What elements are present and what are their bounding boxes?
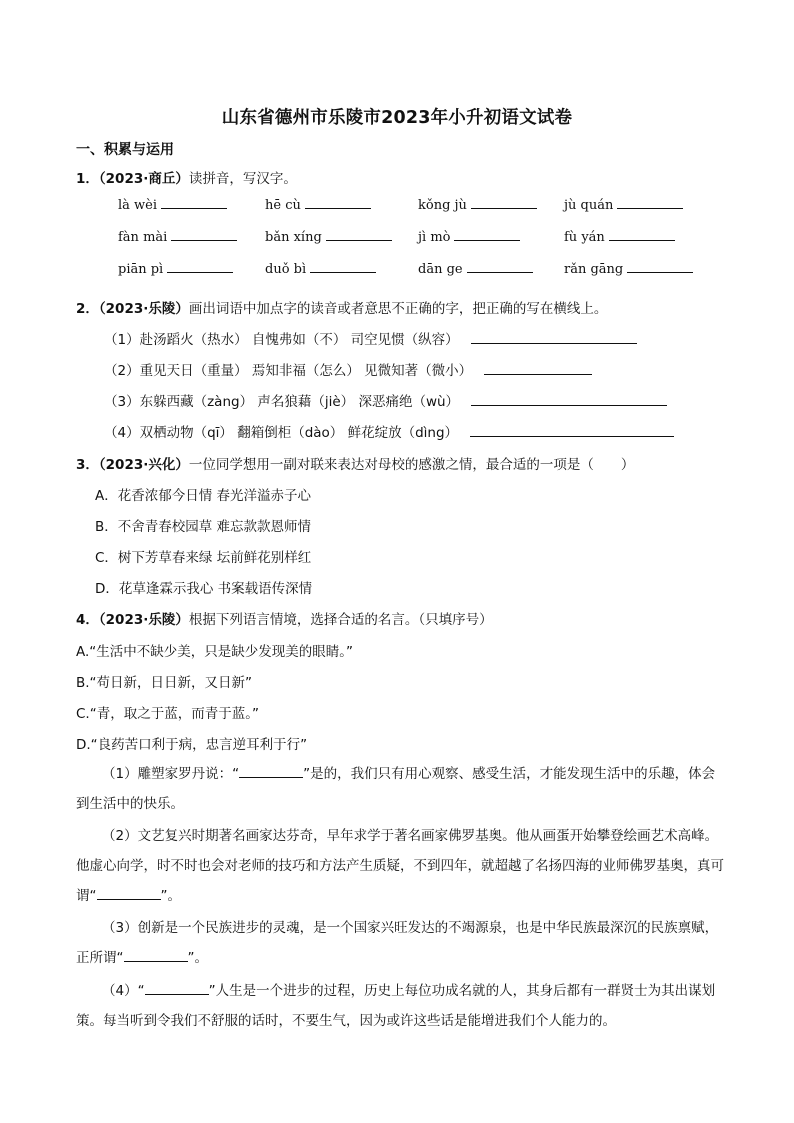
quote-option-c: C.“青，取之于蓝，而青于蓝。” xyxy=(76,706,259,722)
answer-blank[interactable] xyxy=(484,362,592,375)
question-text: 读拼音，写汉字。 xyxy=(188,171,297,187)
pinyin-grid xyxy=(118,196,718,292)
q4-part-3: （3）创新是一个民族进步的灵魂，是一个国家兴旺发达的不竭源泉，也是中华民族最深沉的民族禀赋，正所谓“ ”。 xyxy=(76,920,719,966)
answer-blank[interactable] xyxy=(627,260,693,273)
question-4 xyxy=(76,608,493,628)
pinyin-item: dān ge xyxy=(418,260,533,277)
answer-blank[interactable] xyxy=(609,228,675,241)
answer-blank[interactable] xyxy=(167,260,233,273)
option-c[interactable]: C．树下芳草春来绿 坛前鲜花别样红 xyxy=(95,550,312,566)
pinyin-item: duǒ bì xyxy=(265,260,376,277)
pinyin-row xyxy=(118,260,718,292)
q4-part-2: （2）文艺复兴时期著名画家达芬奇，早年求学于著名画家佛罗基奥。他从画蛋开始攀登绘画艺术高峰。他虚心向学，时不时也会对老师的技巧和方法产生质疑，不到四年，就超越了名扬四海的业师佛罗基奥，真可谓“ ”。 xyxy=(76,828,724,904)
answer-blank[interactable] xyxy=(161,196,227,209)
answer-blank[interactable] xyxy=(145,982,209,995)
pinyin-item: là wèi xyxy=(118,196,227,213)
option-b[interactable]: B．不舍青春校园草 难忘款款恩师情 xyxy=(95,519,312,535)
answer-blank[interactable] xyxy=(124,949,188,962)
question-2 xyxy=(76,297,607,317)
answer-blank[interactable] xyxy=(471,196,537,209)
pinyin-item: hē cù xyxy=(265,196,371,213)
q4-part-4: （4）“ ”人生是一个进步的过程，历史上每位功成名就的人，其身后都有一群贤士为其出谋划策。每当听到令我们不舒服的话时，不要生气，因为或许这些话是能增进我们个人能力的。 xyxy=(76,983,716,1029)
answer-blank[interactable] xyxy=(305,196,371,209)
question-1 xyxy=(76,167,297,187)
pinyin-row xyxy=(118,228,718,260)
pinyin-item: rǎn gāng xyxy=(564,260,693,277)
answer-blank[interactable] xyxy=(97,887,161,900)
question-source: （2023·商丘） xyxy=(98,171,189,187)
question-text: 一位同学想用一副对联来表达对母校的感激之情，最合适的一项是（ ） xyxy=(188,457,635,473)
question-number: 3． xyxy=(76,457,99,473)
answer-blank[interactable] xyxy=(171,228,237,241)
pinyin-item: bǎn xíng xyxy=(265,228,392,245)
pinyin-item: piān pì xyxy=(118,260,233,277)
section-heading: 一、积累与运用 xyxy=(76,142,174,158)
answer-blank[interactable] xyxy=(471,393,667,406)
question-number: 1． xyxy=(76,171,99,187)
answer-blank[interactable] xyxy=(454,228,520,241)
option-a[interactable]: A．花香浓郁今日情 春光洋溢赤子心 xyxy=(95,488,312,504)
q4-part-1: （1）雕塑家罗丹说：“ ”是的，我们只有用心观察、感受生活，才能发现生活中的乐趣，体会到生活中的快乐。 xyxy=(76,766,716,812)
pinyin-item: jù quán xyxy=(564,196,683,213)
answer-blank[interactable] xyxy=(326,228,392,241)
pinyin-item: fù yán xyxy=(564,228,675,245)
q2-item: （1）赴汤蹈火（热水） 自愧弗如（不） 司空见惯（纵容） xyxy=(104,328,637,348)
question-text: 画出词语中加点字的读音或者意思不正确的字，把正确的写在横线上。 xyxy=(188,301,608,317)
quote-option-d: D.“良药苦口利于病，忠言逆耳利于行” xyxy=(76,737,308,753)
question-number: 2． xyxy=(76,301,99,317)
pinyin-item: jì mò xyxy=(418,228,520,245)
pinyin-item: fàn mài xyxy=(118,228,237,245)
answer-blank[interactable] xyxy=(239,765,303,778)
quote-option-b: B.“苟日新，日日新，又日新” xyxy=(76,675,253,691)
q2-item: （2）重见天日（重量） 焉知非福（怎么） 见微知著（微小） xyxy=(104,359,592,379)
answer-blank[interactable] xyxy=(617,196,683,209)
q2-item: （4）双栖动物（qī） 翻箱倒柜（dào） 鲜花绽放（dìng） xyxy=(104,421,674,441)
q2-item: （3）东躲西藏（zàng） 声名狼藉（jiè） 深恶痛绝（wù） xyxy=(104,390,667,410)
quote-option-a: A.“生活中不缺少美，只是缺少发现美的眼睛。” xyxy=(76,644,354,660)
question-3 xyxy=(76,453,634,473)
question-source: （2023·乐陵） xyxy=(98,301,189,317)
question-text: 根据下列语言情境，选择合适的名言。（只填序号） xyxy=(188,612,493,628)
answer-blank[interactable] xyxy=(470,424,674,437)
option-d[interactable]: D．花草逢霖示我心 书案载语传深情 xyxy=(95,581,313,597)
answer-blank[interactable] xyxy=(310,260,376,273)
question-source: （2023·乐陵） xyxy=(98,612,189,628)
question-source: （2023·兴化） xyxy=(98,457,189,473)
question-number: 4． xyxy=(76,612,99,628)
pinyin-item: kǒng jù xyxy=(418,196,537,213)
pinyin-row xyxy=(118,196,718,228)
answer-blank[interactable] xyxy=(467,260,533,273)
page-title: 山东省德州市乐陵市2023年小升初语文试卷 xyxy=(221,108,573,128)
answer-blank[interactable] xyxy=(471,331,637,344)
